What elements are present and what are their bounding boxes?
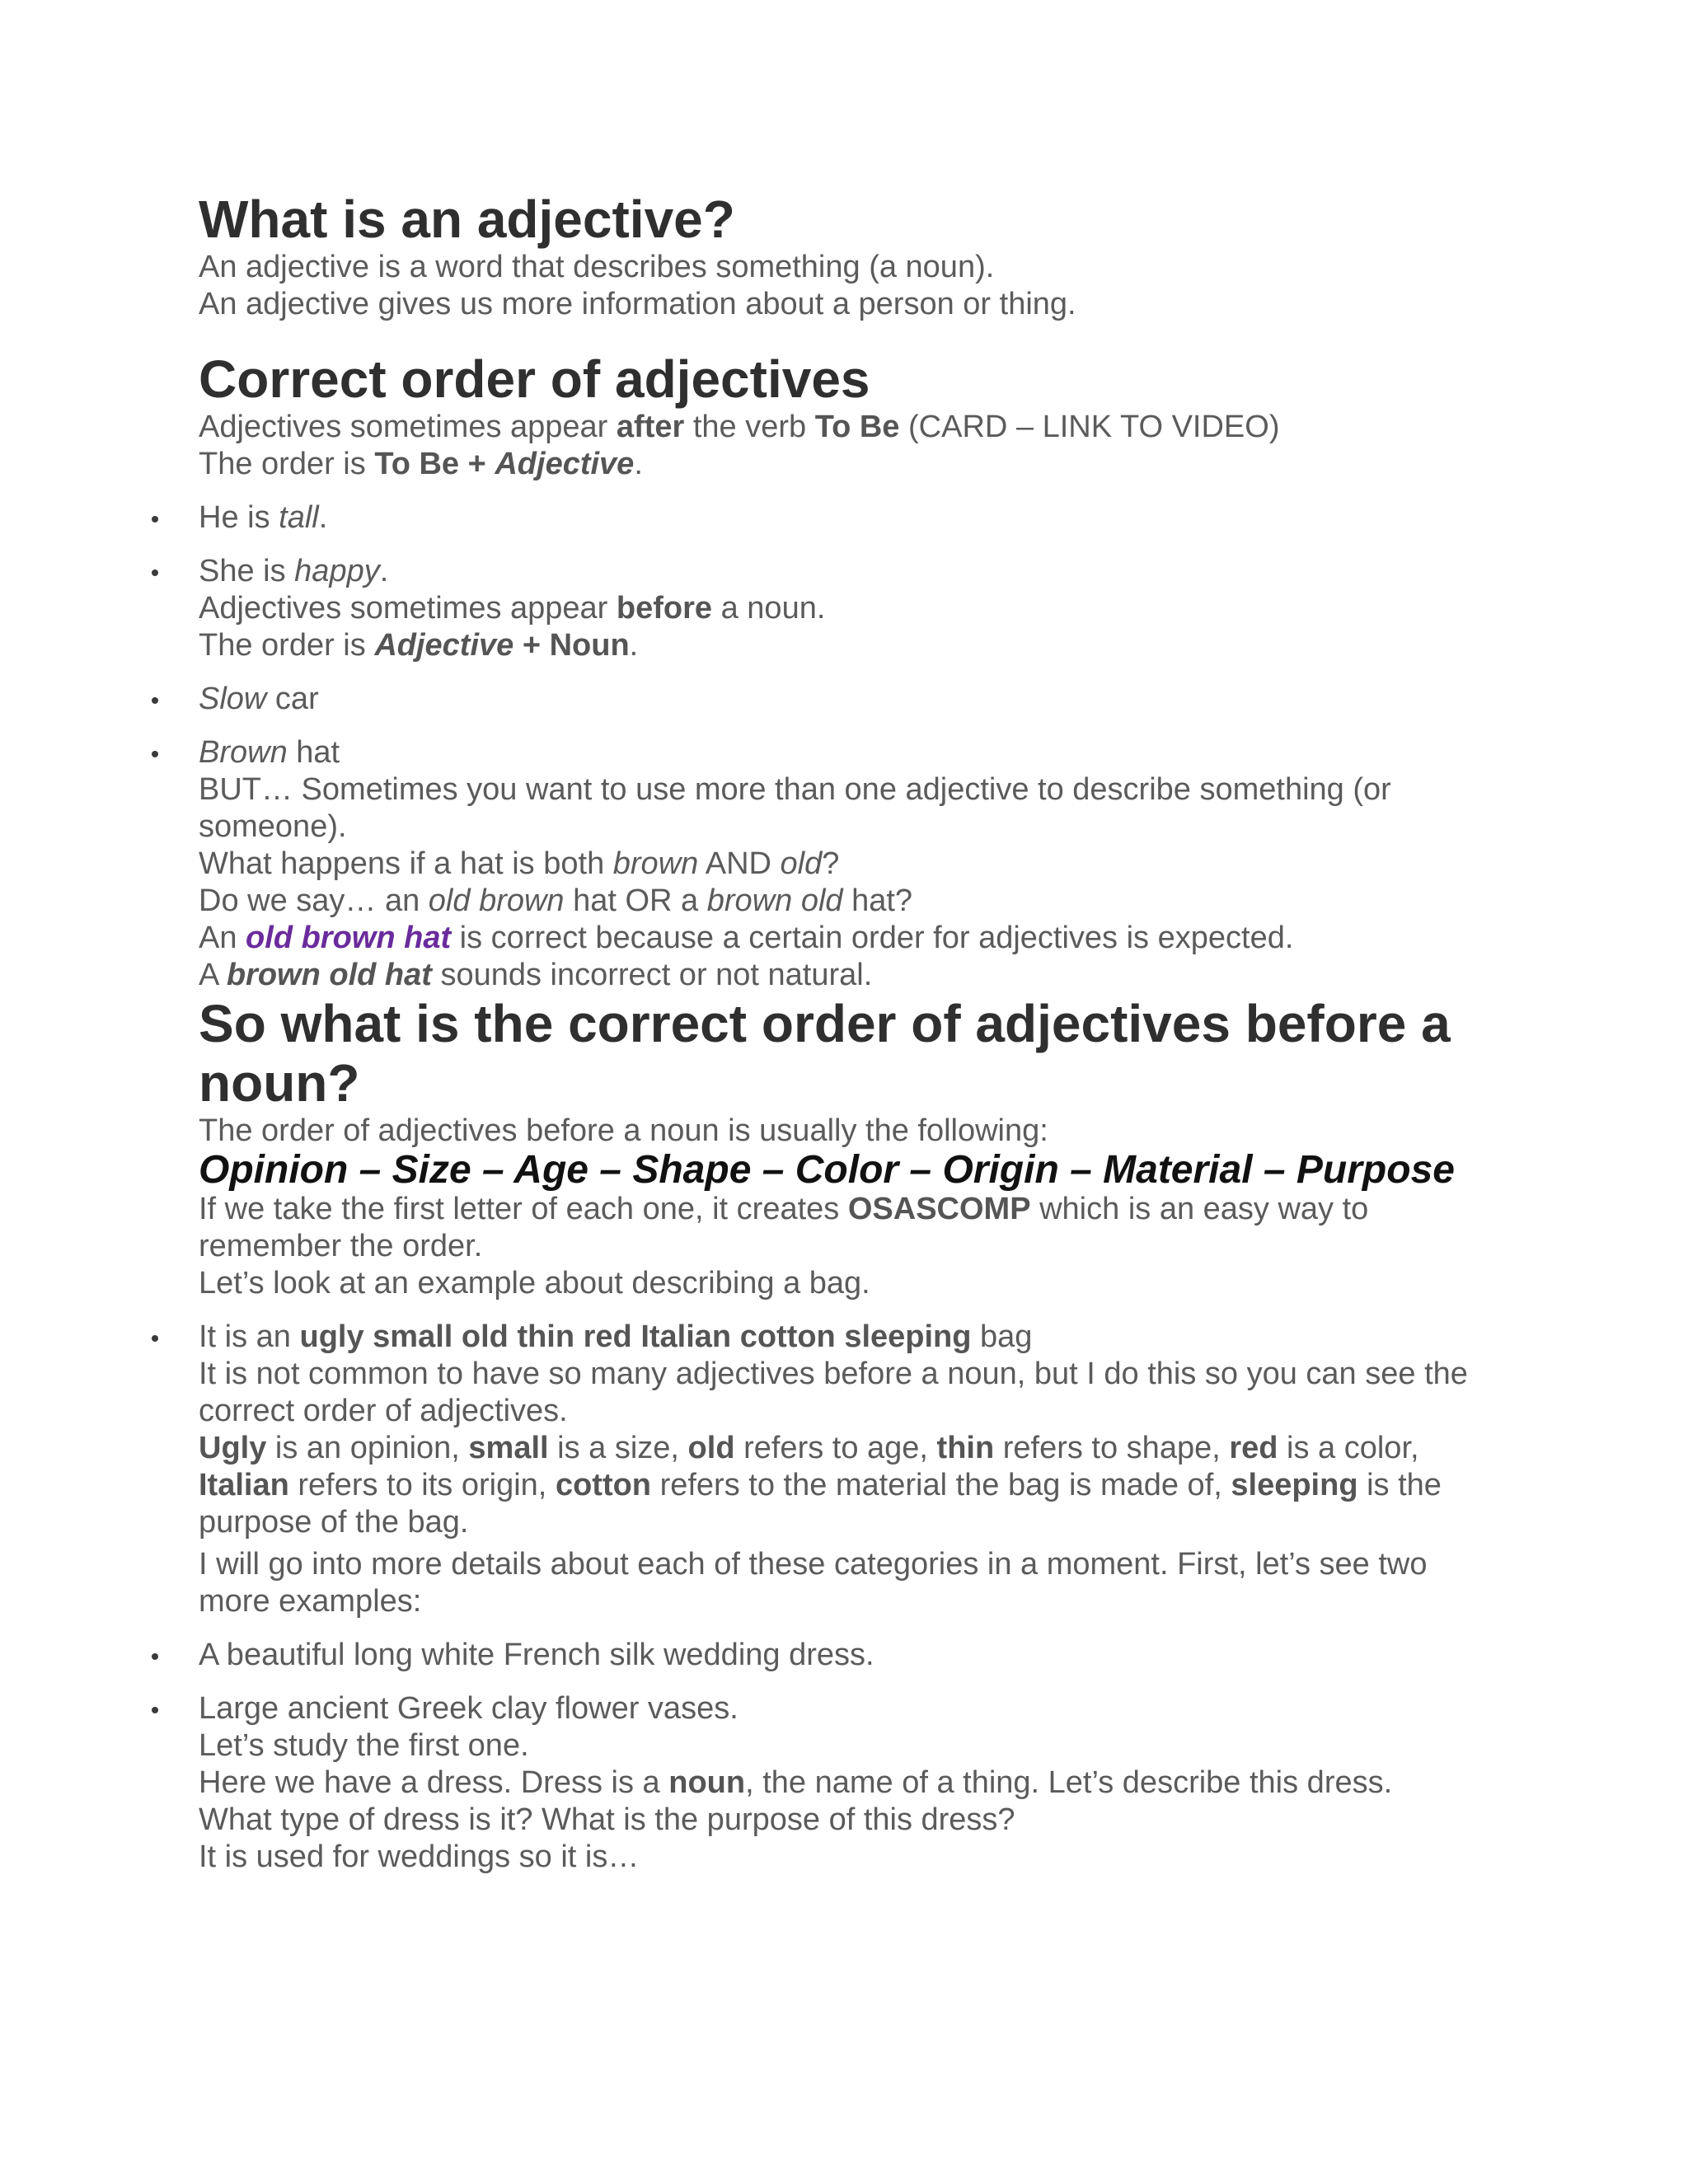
- order-sequence: Opinion – Size – Age – Shape – Color – Origin – Material – Purpose: [199, 1148, 1455, 1192]
- hat-incorrect: A brown old hat sounds incorrect or not natural.: [199, 958, 873, 992]
- study-line-1: Let’s study the first one.: [199, 1728, 529, 1763]
- after-examples-list: [199, 499, 1484, 590]
- highlight-old-brown-hat: old brown hat: [246, 921, 452, 955]
- list-item: Large ancient Greek clay flower vases.: [199, 1690, 1484, 1727]
- bag-note: It is not common to have so many adjectives before a noun, but I do this so you can see the correct order of adjectives.: [199, 1357, 1468, 1428]
- bag-list: [199, 1319, 1484, 1356]
- osascomp-paragraph: If we take the first letter of each one, it creates OSASCOMP which is an easy way to remember the order.: [199, 1192, 1369, 1263]
- heading-correct-order: Correct order of adjectives: [199, 349, 870, 409]
- list-item: She is happy.: [199, 553, 1484, 590]
- hat-correct: An old brown hat is correct because a certain order for adjectives is expected.: [199, 921, 1294, 955]
- before-line-2: The order is Adjective + Noun.: [199, 628, 639, 663]
- list-item: Brown hat: [199, 734, 1484, 771]
- bag-explanation: Ugly is an opinion, small is a size, old refers to age, thin refers to shape, red is a color, Italian refers to its origin, cotton refers to the material the bag is made of, sleeping is the purpose of the bag.: [199, 1431, 1442, 1540]
- before-line-1: Adjectives sometimes appear before a noun.: [199, 591, 826, 626]
- heading-correct-order-before-noun: So what is the correct order of adjectives before a noun?: [199, 994, 1451, 1113]
- bag-intro: Let’s look at an example about describing a bag.: [199, 1266, 870, 1301]
- study-line-2: Here we have a dress. Dress is a noun, the name of a thing. Let’s describe this dress.: [199, 1765, 1393, 1800]
- order-intro: The order of adjectives before a noun is usually the following:: [199, 1113, 1048, 1148]
- list-item: He is tall.: [199, 499, 1484, 537]
- document-body: [199, 190, 1484, 1876]
- heading-what-is-adjective: What is an adjective?: [199, 190, 735, 249]
- list-item: It is an ugly small old thin red Italian cotton sleeping bag: [199, 1319, 1484, 1356]
- before-examples-list: [199, 681, 1484, 771]
- after-line-2: The order is To Be + Adjective.: [199, 447, 643, 481]
- list-item: Slow car: [199, 681, 1484, 718]
- after-line-1: Adjectives sometimes appear after the verb To Be (CARD – LINK TO VIDEO): [199, 410, 1280, 444]
- but-paragraph: BUT… Sometimes you want to use more than one adjective to describe something (or someone).: [199, 772, 1391, 844]
- study-line-4: It is used for weddings so it is…: [199, 1840, 640, 1874]
- hat-question: What happens if a hat is both brown AND old?: [199, 846, 840, 881]
- more-details: I will go into more details about each of these categories in a moment. First, let’s see two more examples:: [199, 1547, 1428, 1619]
- hat-which: Do we say… an old brown hat OR a brown old hat?: [199, 883, 913, 918]
- intro-line-1: An adjective is a word that describes something (a noun).: [199, 250, 995, 284]
- list-item: A beautiful long white French silk wedding dress.: [199, 1637, 1484, 1674]
- study-line-3: What type of dress is it? What is the purpose of this dress?: [199, 1802, 1015, 1837]
- examples-list: [199, 1637, 1484, 1727]
- intro-line-2: An adjective gives us more information about a person or thing.: [199, 287, 1076, 321]
